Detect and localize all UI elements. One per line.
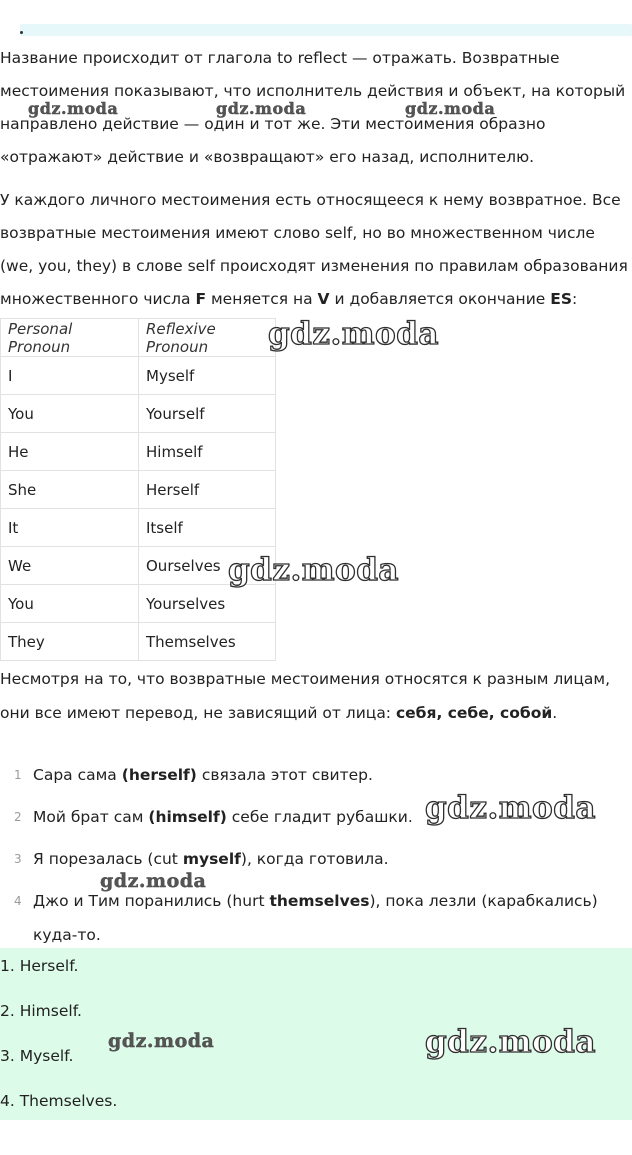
answer-item: 2. Himself. bbox=[0, 1002, 82, 1020]
table-row bbox=[1, 471, 276, 509]
exercise-text: Мой брат сам bbox=[33, 808, 149, 826]
watermark: gdz.moda bbox=[108, 1030, 215, 1052]
table-cell-personal: We bbox=[1, 547, 139, 585]
rule-text-3: и добавляется окончание bbox=[329, 290, 551, 308]
table-header-row bbox=[1, 319, 276, 357]
top-header-bar bbox=[0, 0, 632, 40]
table-cell-personal: She bbox=[1, 471, 139, 509]
exercise-text: Джо и Тим поранились (hurt bbox=[33, 892, 270, 910]
table-cell-reflexive: Yourself bbox=[139, 395, 276, 433]
exercise-text-end: ), когда готовила. bbox=[240, 850, 389, 868]
rule-letter-f: F bbox=[195, 290, 207, 308]
exercise-item bbox=[0, 884, 620, 952]
table-row bbox=[1, 585, 276, 623]
table-cell-personal: He bbox=[1, 433, 139, 471]
rule-letter-v: V bbox=[317, 290, 330, 308]
exercise-bold: (himself) bbox=[148, 808, 227, 826]
table-row bbox=[1, 623, 276, 661]
table-cell-personal: You bbox=[1, 395, 139, 433]
watermark: gdz.moda bbox=[268, 316, 439, 352]
table-cell-personal: It bbox=[1, 509, 139, 547]
table-cell-personal: They bbox=[1, 623, 139, 661]
translation-note-text: Несмотря на то, что возвратные местоимения относятся к разным лицам, они все имеют перевод, не зависящий от лица: bbox=[0, 670, 611, 722]
table-row bbox=[1, 357, 276, 395]
rule-paragraph bbox=[0, 184, 630, 316]
pronoun-table bbox=[0, 318, 276, 661]
header-dot bbox=[20, 31, 23, 34]
answer-item: 1. Herself. bbox=[0, 957, 79, 975]
table-cell-reflexive: Itself bbox=[139, 509, 276, 547]
exercise-bold: (herself) bbox=[121, 766, 197, 784]
watermark: gdz.moda bbox=[100, 870, 207, 892]
exercise-item bbox=[0, 842, 620, 876]
table-cell-reflexive: Themselves bbox=[139, 623, 276, 661]
table-row bbox=[1, 395, 276, 433]
watermark: gdz.moda bbox=[28, 99, 119, 118]
exercise-text-end: ), пока лезли (карабкались) куда-то. bbox=[33, 892, 598, 944]
exercise-text-end: связала этот свитер. bbox=[196, 766, 373, 784]
translation-words: себя, себе, собой bbox=[395, 704, 553, 722]
exercise-number: 2 bbox=[14, 810, 22, 824]
watermark: gdz.moda bbox=[425, 1024, 596, 1060]
table-header-reflexive: Reflexive Pronoun bbox=[139, 319, 276, 357]
watermark: gdz.moda bbox=[425, 790, 596, 826]
translation-note bbox=[0, 662, 630, 730]
exercise-bold: myself bbox=[182, 850, 241, 868]
exercise-text-end: себе гладит рубашки. bbox=[226, 808, 413, 826]
exercise-number: 4 bbox=[14, 894, 22, 908]
table-header-personal: Personal Pronoun bbox=[1, 319, 139, 357]
table-cell-reflexive: Herself bbox=[139, 471, 276, 509]
watermark: gdz.moda bbox=[228, 552, 399, 588]
exercise-number: 1 bbox=[14, 768, 22, 782]
rule-text-4: : bbox=[572, 290, 578, 308]
exercise-bold: themselves bbox=[269, 892, 370, 910]
answer-item: 3. Myself. bbox=[0, 1047, 74, 1065]
exercise-item bbox=[0, 758, 620, 792]
rule-text-1: У каждого личного местоимения есть относящееся к нему возвратное. Все возвратные местоимения имеют слово self, но во множественном числе (we, you, they) в слове self происходят изменения по правилам образования множественного числа bbox=[0, 191, 628, 308]
intro-paragraph: Название происходит от глагола to reflect — отражать. Возвратные местоимения показывают, что исполнитель действия и объект, на который направлено действие — один и тот же. Эти местоимения образно «отражают» действие и «возвращают» его назад, исполнителю. bbox=[0, 49, 626, 166]
table-cell-reflexive: Myself bbox=[139, 357, 276, 395]
table-row bbox=[1, 433, 276, 471]
table-row bbox=[1, 509, 276, 547]
rule-ending-es: ES bbox=[550, 290, 572, 308]
table-cell-reflexive: Himself bbox=[139, 433, 276, 471]
table-cell-personal: I bbox=[1, 357, 139, 395]
table-cell-reflexive: Ourselves bbox=[139, 547, 276, 585]
watermark: gdz.moda bbox=[216, 99, 307, 118]
rule-text-2: меняется на bbox=[206, 290, 318, 308]
exercise-text: Сара сама bbox=[33, 766, 122, 784]
exercise-number: 3 bbox=[14, 852, 22, 866]
exercise-text: Я порезалась (cut bbox=[33, 850, 183, 868]
table-cell-personal: You bbox=[1, 585, 139, 623]
translation-note-end: . bbox=[552, 704, 558, 722]
answer-item: 4. Themselves. bbox=[0, 1092, 118, 1110]
header-strip bbox=[20, 24, 632, 36]
table-cell-reflexive: Yourselves bbox=[139, 585, 276, 623]
watermark: gdz.moda bbox=[405, 99, 496, 118]
exercise-list bbox=[0, 758, 620, 960]
